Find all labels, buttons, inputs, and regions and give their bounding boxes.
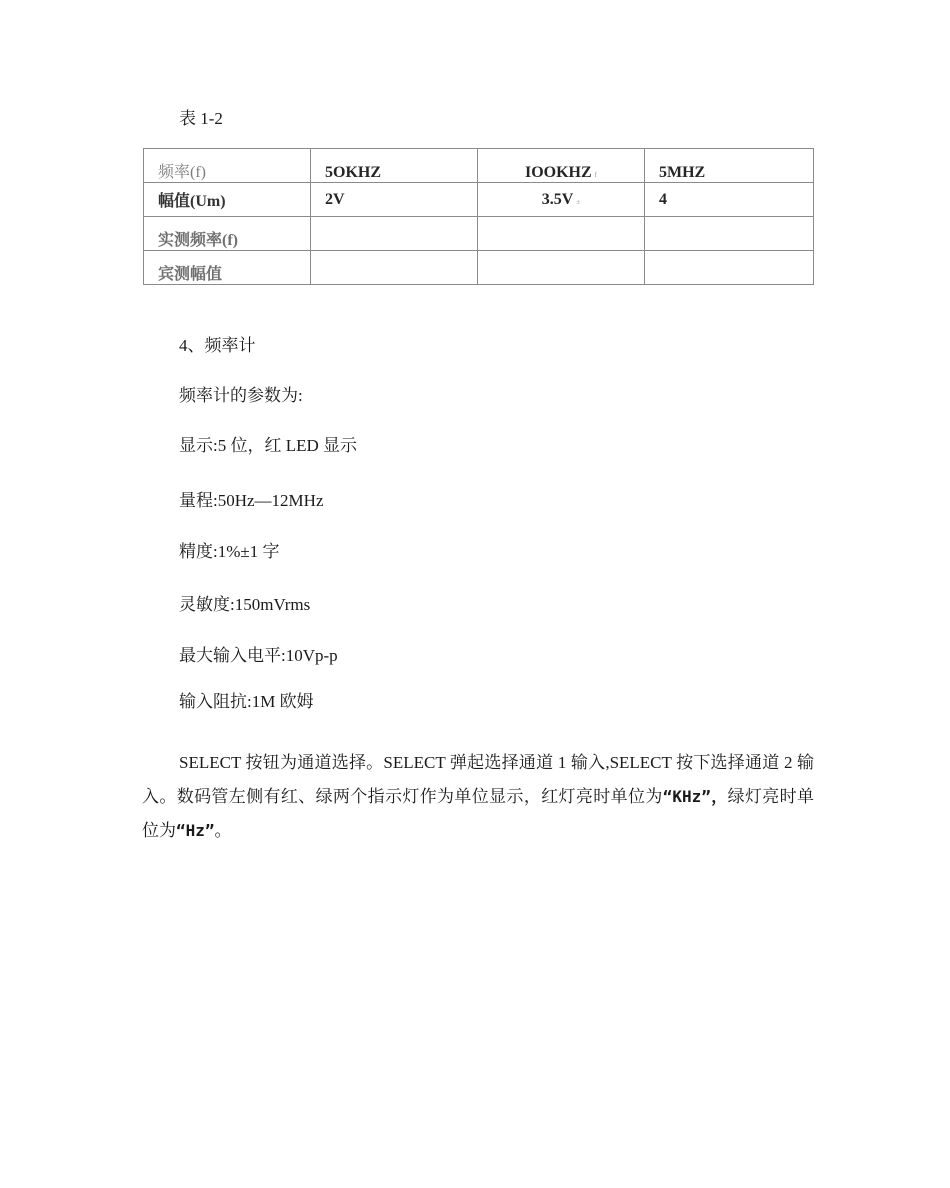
table-row	[144, 149, 814, 183]
select-paragraph	[142, 746, 814, 848]
table-cell: 5MHZ	[645, 149, 814, 183]
table-cell	[478, 251, 645, 285]
parameter-table	[143, 148, 814, 285]
param-line: 最大输入电平:10Vp-p	[179, 646, 338, 665]
table-cell	[645, 217, 814, 251]
section-intro: 频率计的参数为:	[179, 386, 303, 405]
table-cell	[478, 217, 645, 251]
paragraph-text: SELECT 按钮为通道选择。SELECT 弹起选择通道 1 输入,SELECT 按下选择通道 2 输入。数码管左侧有红、绿两个指示灯作为单位显示，红灯亮时单位为	[142, 753, 814, 806]
table-caption: 表 1-2	[179, 109, 223, 128]
param-line: 显示:5 位，红 LED 显示	[179, 436, 358, 455]
cell-text: 3.5V	[541, 190, 574, 208]
param-line: 精度:1%±1 字	[179, 542, 280, 561]
table-row	[144, 251, 814, 285]
table-cell: 4	[645, 183, 814, 217]
table-cell	[311, 217, 478, 251]
paragraph-text: 。	[214, 821, 232, 840]
cell-mark: ±	[576, 197, 581, 206]
param-line: 输入阻抗:1M 欧姆	[179, 692, 314, 711]
table-cell	[645, 251, 814, 285]
table-cell	[478, 183, 645, 217]
table-cell: 5OKHZ	[311, 149, 478, 183]
paragraph-text: 绿灯亮时单位为	[142, 787, 815, 840]
cell-text: IOOKHZ	[524, 164, 592, 181]
table-cell: 2V	[311, 183, 478, 217]
unit-khz: “KHz”，	[662, 787, 728, 806]
section-heading: 4、频率计	[179, 336, 256, 355]
table-cell: 实测频率(f)	[144, 217, 311, 251]
param-line: 灵敏度:150mVrms	[179, 595, 311, 614]
table-cell: 幅值(Um)	[144, 183, 311, 217]
param-line: 量程:50Hz—12MHz	[179, 491, 324, 510]
table-row	[144, 217, 814, 251]
table-cell: 频率(f)	[144, 149, 311, 183]
table-cell	[478, 149, 645, 183]
cell-mark: f	[594, 171, 598, 179]
table-cell	[311, 251, 478, 285]
table-cell: 宾测幅值	[144, 251, 311, 285]
unit-hz: “Hz”	[176, 821, 215, 840]
table-row	[144, 183, 814, 217]
